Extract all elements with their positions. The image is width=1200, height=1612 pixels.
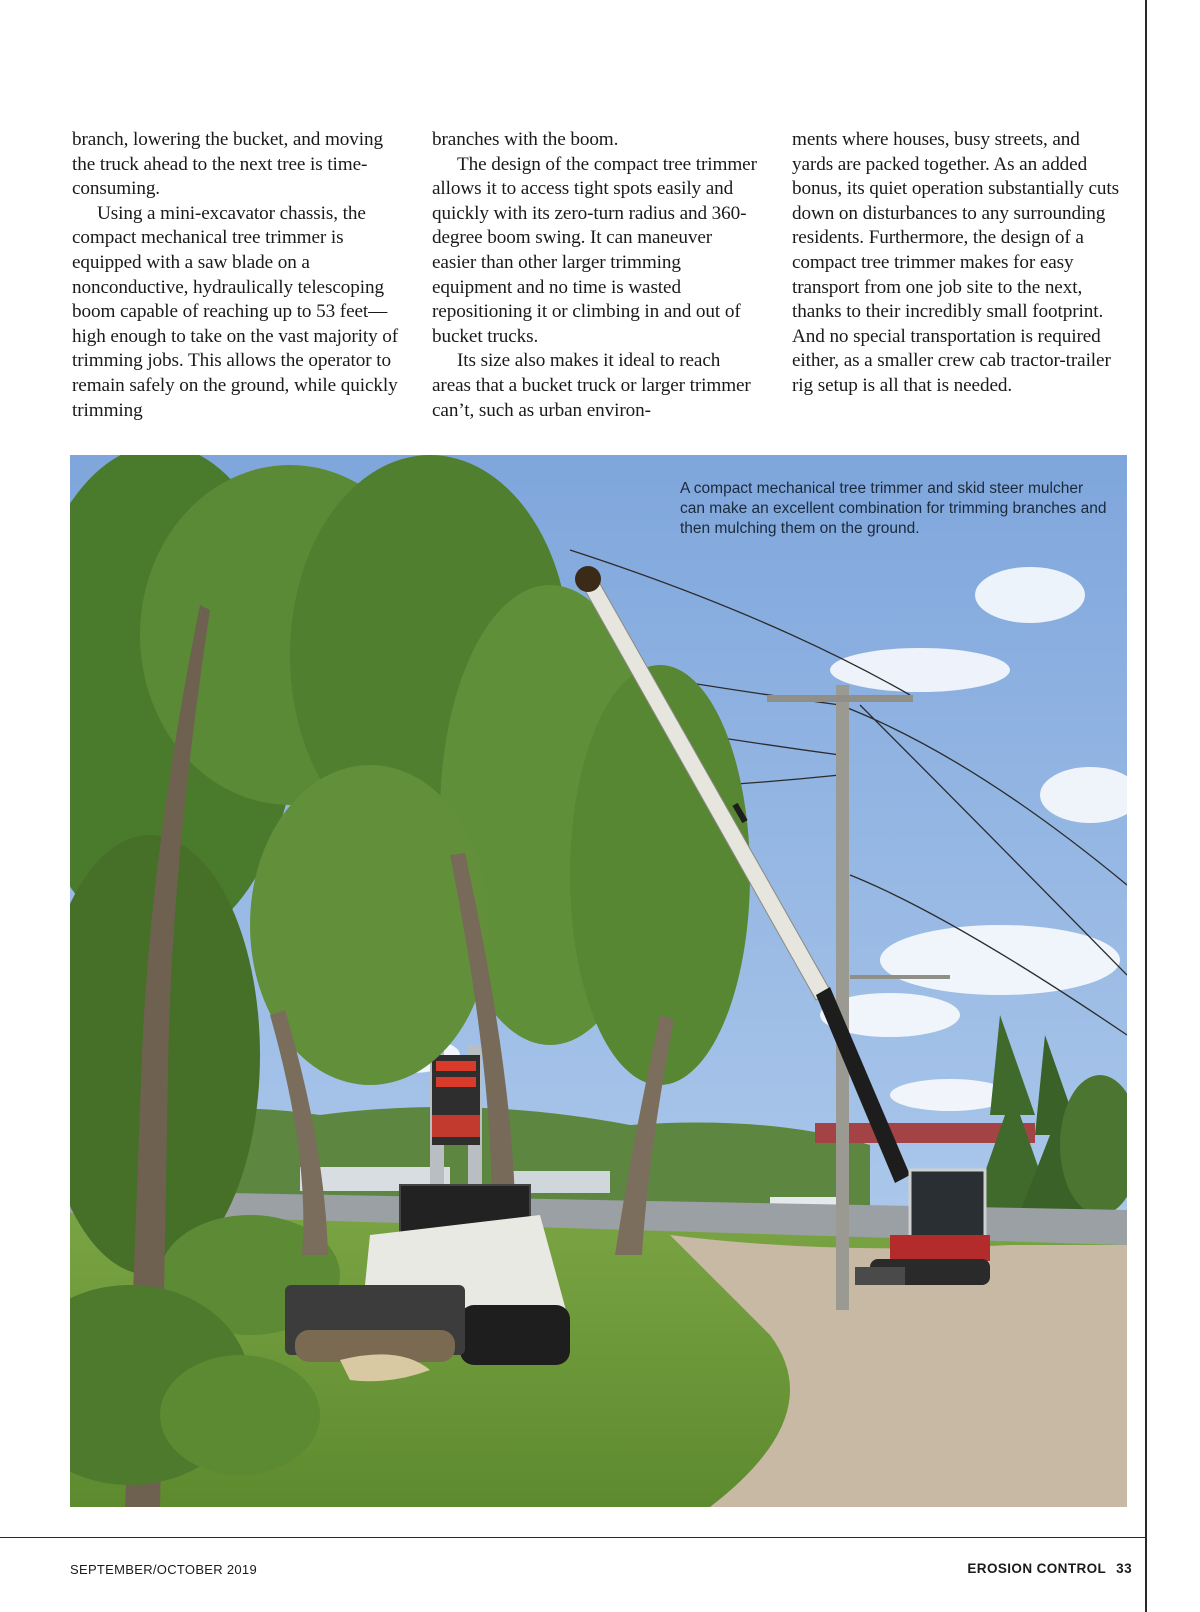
pole-crossarm [767,695,913,702]
page-edge-rule [1145,0,1147,1612]
paragraph: Using a mini-excavator chassis, the compact mechanical tree trimmer is equipped with a saw blade on a nonconductive, hydraulically telescoping boom capable of reaching up to 53 feet—high enough to take on the vast majority of trimming jobs. This allows the operator to remain safely on the ground, while quickly trimming [72,202,399,421]
paragraph: Its size also makes it ideal to reach areas that a bucket truck or larger trimmer can’t, such as urban environ- [432,350,751,421]
text-column-1 [72,128,400,423]
mulcher-track [460,1305,570,1365]
photo-caption: A compact mechanical tree trimmer and skid steer mulcher can make an excellent combination for trimming branches and then mulching them on the ground. [680,480,1107,537]
article-photo [70,455,1127,1507]
paragraph: branch, lowering the bucket, and moving the truck ahead to the next tree is time-consuming. [72,129,384,200]
article-columns [72,128,1132,423]
paragraph: The design of the compact tree trimmer allows it to access tight spots easily and quickly with its zero-turn radius and 360-degree boom swing. It can maneuver easier than other larger trimming equipment and no time is wasted repositioning it or climbing in and out of bucket trucks. [432,153,757,347]
issue-date: SEPTEMBER/OCTOBER 2019 [70,1562,257,1577]
magazine-name: EROSION CONTROL [967,1561,1107,1576]
utility-pole [836,685,849,1310]
paragraph: branches with the boom. [432,129,619,150]
magazine-footer [967,1561,1132,1576]
paragraph: ments where houses, busy streets, and yards are packed together. As an added bonus, its quiet operation substantially cuts down on disturbances to any surrounding residents. Furthermore, the design of a compact tree trimmer makes for easy transport from one job site to the next, thanks to their incredibly small footprint. And no special transportation is required either, as a smaller crew cab tractor-trailer rig setup is all that is needed. [792,129,1119,396]
photo-illustration [70,455,1127,1507]
saw-blade-icon [575,566,601,592]
trimmer-body [890,1235,990,1261]
footer-rule [0,1537,1146,1538]
page-number: 33 [1116,1561,1132,1576]
text-column-2 [432,128,760,423]
text-column-3 [792,128,1120,423]
